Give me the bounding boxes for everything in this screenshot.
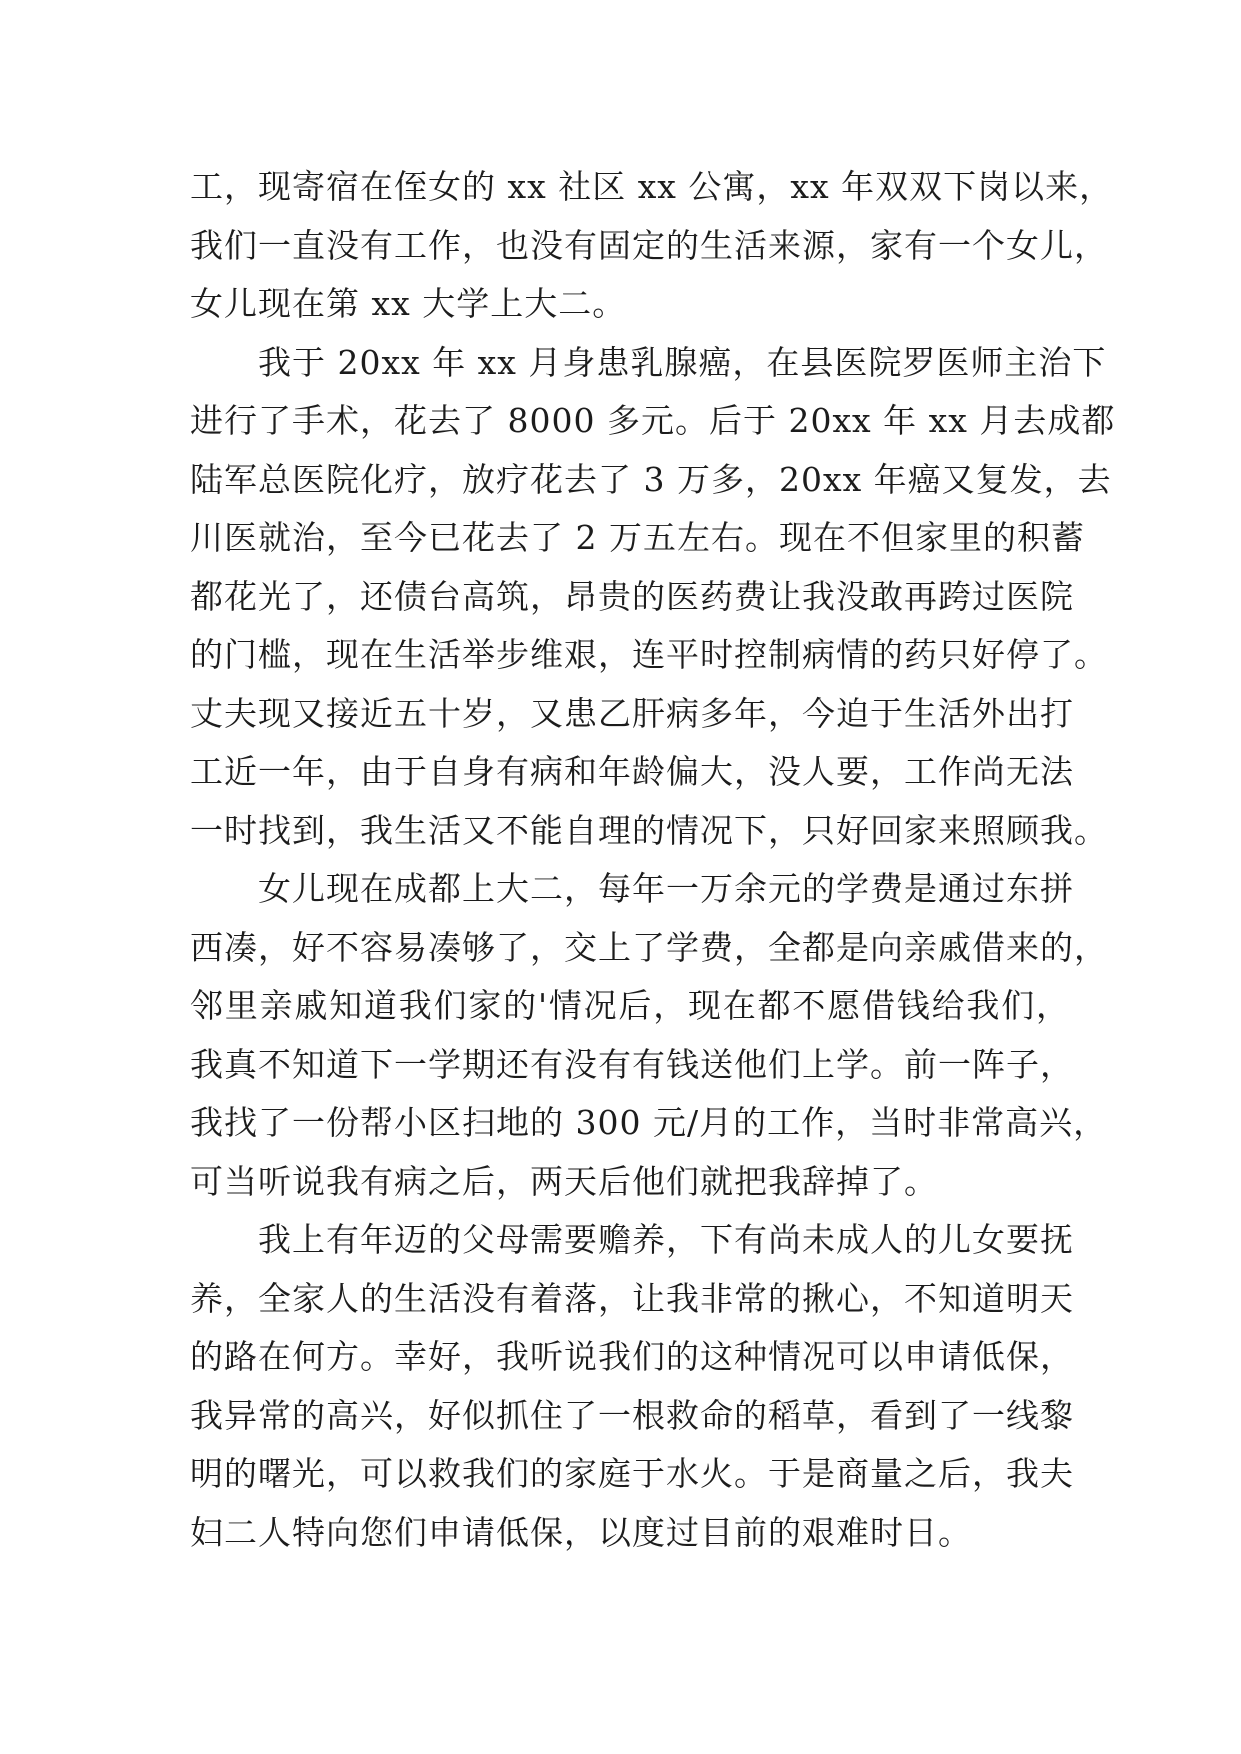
text-line: 西凑，好不容易凑够了，交上了学费，全都是向亲戚借来的， [190,927,1108,967]
text-line: 我们一直没有工作，也没有固定的生活来源，家有一个女儿， [190,225,1108,265]
text-line: 我上有年迈的父母需要赡养，下有尚未成人的儿女要抚 [258,1220,1074,1259]
text-line: 我找了一份帮小区扫地的 300 元/月的工作，当时非常高兴， [190,1103,1108,1142]
text-line: 川医就治，至今已花去了 2 万五左右。现在不但家里的积蓄 [190,518,1085,557]
text-line: 邻里亲戚知道我们家的'情况后，现在都不愿借钱给我们， [190,986,1070,1025]
text-line: 进行了手术，花去了 8000 多元。后于 20xx 年 xx 月去成都 [190,401,1116,440]
text-line: 工近一年，由于自身有病和年龄偏大，没人要，工作尚无法 [190,752,1074,791]
text-line: 妇二人特向您们申请低保，以度过目前的艰难时日。 [190,1512,972,1552]
text-line: 工，现寄宿在侄女的 xx 社区 xx 公寓，xx 年双双下岗以来， [190,167,1114,206]
text-line: 都花光了，还债台高筑，昂贵的医药费让我没敢再跨过医院 [190,576,1074,616]
text-line: 可当听说我有病之后，两天后他们就把我辞掉了。 [190,1161,938,1201]
text-line: 的门槛，现在生活举步维艰，连平时控制病情的药只好停了。 [190,635,1108,674]
text-line: 陆军总医院化疗，放疗花去了 3 万多，20xx 年癌又复发，去 [190,459,1112,499]
text-line: 养，全家人的生活没有着落，让我非常的揪心，不知道明天 [190,1278,1074,1318]
text-line: 的路在何方。幸好，我听说我们的这种情况可以申请低保， [190,1337,1074,1376]
text-line: 一时找到，我生活又不能自理的情况下，只好回家来照顾我。 [190,810,1108,850]
text-line: 女儿现在成都上大二，每年一万余元的学费是通过东拼 [258,869,1074,908]
letter-body [190,158,1116,1562]
text-line: 丈夫现又接近五十岁，又患乙肝病多年，今迫于生活外出打 [190,693,1074,733]
text-line: 我异常的高兴，好似抓住了一根救命的稻草，看到了一线黎 [190,1395,1074,1435]
paragraph-2 [190,334,1116,861]
paragraph-3 [190,860,1108,1211]
paragraph-4 [190,1211,1074,1562]
text-line: 女儿现在第 xx 大学上大二。 [190,284,627,323]
text-line: 我于 20xx 年 xx 月身患乳腺癌，在县医院罗医师主治下 [258,342,1107,382]
paragraph-1 [190,158,1114,334]
text-line: 明的曙光，可以救我们的家庭于水火。于是商量之后，我夫 [190,1454,1074,1493]
text-line: 我真不知道下一学期还有没有有钱送他们上学。前一阵子， [190,1044,1074,1084]
